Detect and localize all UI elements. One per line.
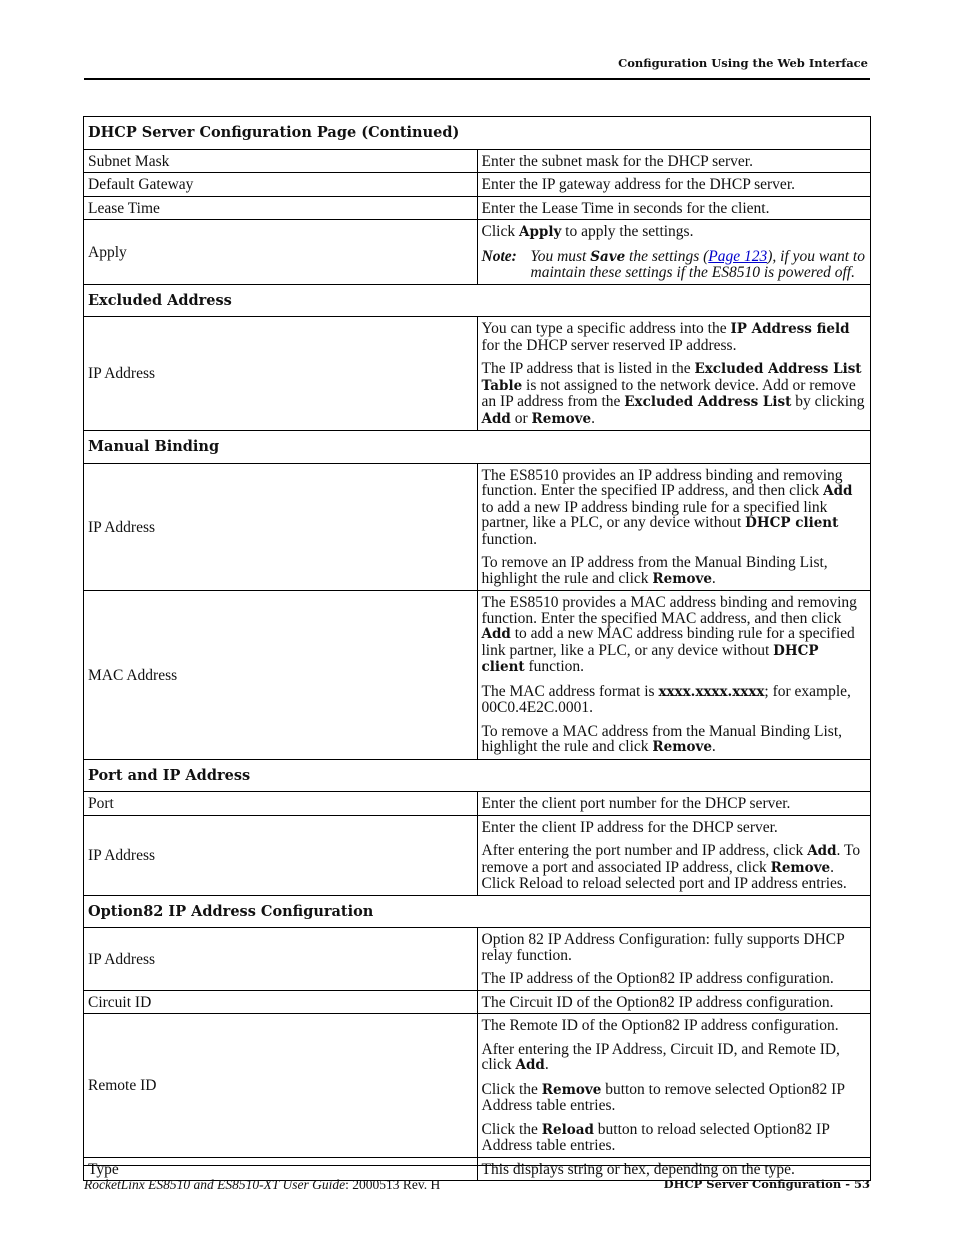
row-label: IP Address bbox=[84, 317, 478, 431]
desc-paragraph bbox=[482, 468, 867, 548]
bold-term: Apply bbox=[518, 224, 562, 240]
row-desc bbox=[477, 317, 871, 431]
table-title-row bbox=[84, 117, 871, 150]
desc-paragraph bbox=[482, 1122, 867, 1154]
desc-paragraph: The Remote ID of the Option82 IP address configuration. bbox=[481, 1017, 839, 1034]
text: function. bbox=[481, 530, 538, 548]
guide-title: RocketLinx ES8510 and ES8510-XT User Guide bbox=[84, 1177, 346, 1192]
table-row bbox=[84, 1014, 871, 1158]
row-desc bbox=[477, 220, 871, 285]
desc-paragraph bbox=[482, 843, 867, 892]
text: You must bbox=[530, 247, 591, 265]
bold-term: Remove bbox=[652, 739, 712, 755]
table-row bbox=[84, 196, 871, 220]
bold-term: Add bbox=[807, 843, 837, 859]
table-row bbox=[84, 591, 871, 760]
bold-term: Reload bbox=[541, 1121, 594, 1138]
row-desc bbox=[477, 928, 871, 991]
bold-term: DHCP client bbox=[745, 515, 839, 531]
row-label: Default Gateway bbox=[84, 173, 478, 197]
text: . bbox=[711, 569, 716, 587]
bold-term: Add bbox=[823, 483, 853, 499]
bold-term: Remove bbox=[541, 1081, 602, 1098]
text: To remove an IP address from the Manual Binding List, highlight the rule and click bbox=[481, 554, 828, 587]
row-label: Type bbox=[84, 1157, 478, 1181]
section-title: Excluded Address bbox=[84, 284, 871, 317]
desc-paragraph: Option 82 IP Address Configuration: fully supports DHCP relay function. bbox=[481, 931, 845, 964]
text: to add a new IP address binding rule for a specified link partner, like a PLC, or any device without bbox=[481, 498, 828, 531]
text: After entering the port number and IP address, click bbox=[481, 842, 808, 859]
bold-term: Add bbox=[481, 410, 511, 427]
text: . Click Reload to reload selected port and IP address entries. bbox=[481, 858, 847, 892]
text: . bbox=[711, 738, 716, 755]
row-label: Apply bbox=[84, 220, 478, 285]
row-label: Port bbox=[84, 792, 478, 816]
header-rule bbox=[84, 78, 870, 80]
desc-paragraph bbox=[482, 724, 867, 756]
desc-paragraph bbox=[482, 1082, 867, 1114]
bold-term: Add bbox=[481, 626, 511, 642]
text: ; for example, 00C0.4E2C.0001. bbox=[481, 682, 851, 716]
text: . To remove a port and associated IP address, click bbox=[481, 842, 861, 876]
bold-term: Remove bbox=[652, 570, 712, 587]
footer-page-label: DHCP Server Configuration - 53 bbox=[663, 1177, 870, 1191]
table-row bbox=[84, 220, 871, 285]
row-label: Remote ID bbox=[84, 1014, 478, 1158]
text: The ES8510 provides an IP address binding and removing function. Enter the specified IP address, and then click bbox=[481, 466, 843, 499]
row-label: MAC Address bbox=[84, 591, 478, 760]
row-label: Circuit ID bbox=[84, 990, 478, 1014]
bold-term: Excluded Address List bbox=[624, 394, 792, 410]
row-desc bbox=[477, 815, 871, 895]
row-desc: Enter the IP gateway address for the DHCP server. bbox=[477, 173, 871, 197]
bold-term: Add bbox=[515, 1057, 545, 1073]
bold-term: Excluded Address List Table bbox=[481, 361, 862, 394]
row-desc: Enter the Lease Time in seconds for the client. bbox=[477, 196, 871, 220]
table-row bbox=[84, 149, 871, 173]
row-desc bbox=[477, 1014, 871, 1158]
table-row bbox=[84, 317, 871, 431]
section-header-row bbox=[84, 895, 871, 928]
text: the settings ( bbox=[625, 247, 709, 265]
text: Click the bbox=[481, 1080, 542, 1098]
bold-term: xxxx.xxxx.xxxx bbox=[658, 683, 765, 700]
text: . bbox=[591, 409, 595, 427]
table-row bbox=[84, 792, 871, 816]
table-row bbox=[84, 815, 871, 895]
text: to add a new MAC address binding rule for a specified link partner, like a PLC, or any device without bbox=[481, 625, 855, 659]
row-desc: Enter the client port number for the DHCP server. bbox=[477, 792, 871, 816]
desc-paragraph bbox=[482, 224, 867, 241]
note bbox=[482, 249, 867, 281]
row-label: IP Address bbox=[84, 928, 478, 991]
desc-paragraph bbox=[482, 555, 867, 587]
row-desc: The Circuit ID of the Option82 IP address configuration. bbox=[477, 990, 871, 1014]
table-title: DHCP Server Configuration Page (Continued) bbox=[84, 117, 871, 150]
text: for the DHCP server reserved IP address. bbox=[481, 336, 737, 354]
text: button to remove selected Option82 IP Address table entries. bbox=[481, 1080, 845, 1114]
text: by clicking bbox=[791, 393, 865, 410]
desc-paragraph bbox=[482, 595, 867, 676]
desc-paragraph: Enter the client IP address for the DHCP server. bbox=[481, 818, 778, 836]
text: Click the bbox=[481, 1120, 542, 1138]
page-link[interactable]: Page 123 bbox=[708, 247, 768, 265]
bold-term: Remove bbox=[770, 859, 831, 876]
bold-term: Remove bbox=[531, 410, 592, 427]
section-header-row bbox=[84, 431, 871, 464]
running-header: Configuration Using the Web Interface bbox=[618, 56, 868, 70]
text: . bbox=[544, 1056, 549, 1073]
row-label: IP Address bbox=[84, 815, 478, 895]
section-title: Option82 IP Address Configuration bbox=[84, 895, 871, 928]
row-label: Subnet Mask bbox=[84, 149, 478, 173]
footer-guide-title bbox=[84, 1177, 440, 1193]
bold-term: Save bbox=[590, 248, 626, 265]
row-desc bbox=[477, 591, 871, 760]
bold-term: IP Address field bbox=[730, 321, 850, 337]
text: function. bbox=[524, 658, 585, 675]
footer-rule bbox=[84, 1165, 870, 1166]
text: You can type a specific address into the bbox=[481, 320, 731, 337]
desc-paragraph bbox=[482, 321, 867, 353]
text: To remove a MAC address from the Manual Binding List, highlight the rule and click bbox=[481, 722, 843, 755]
row-desc: Enter the subnet mask for the DHCP server. bbox=[477, 149, 871, 173]
dhcp-config-table bbox=[83, 116, 871, 1181]
row-desc bbox=[477, 463, 871, 591]
text: The ES8510 provides a MAC address binding and removing function. Enter the specified MAC address, and then click bbox=[481, 594, 857, 627]
text: Click bbox=[481, 223, 519, 240]
text: The MAC address format is bbox=[481, 682, 659, 700]
row-label: Lease Time bbox=[84, 196, 478, 220]
text: to apply the settings. bbox=[561, 223, 694, 240]
text: or bbox=[510, 409, 532, 427]
text: After entering the IP Address, Circuit ID, and Remote ID, click bbox=[481, 1040, 840, 1073]
table-row bbox=[84, 463, 871, 591]
text: is not assigned to the network device. Add or remove an IP address from the bbox=[481, 376, 856, 410]
text: ), if you want to maintain these settings if the ES8510 is powered off. bbox=[530, 247, 865, 281]
bold-term: DHCP client bbox=[481, 642, 819, 675]
note-label: Note: bbox=[481, 247, 517, 265]
text: button to reload selected Option82 IP Address table entries. bbox=[481, 1120, 830, 1154]
row-label: IP Address bbox=[84, 463, 478, 591]
desc-paragraph bbox=[482, 684, 867, 716]
table-row bbox=[84, 173, 871, 197]
desc-paragraph bbox=[482, 361, 867, 427]
section-header-row bbox=[84, 759, 871, 792]
text: The IP address that is listed in the bbox=[481, 360, 695, 377]
section-title: Port and IP Address bbox=[84, 759, 871, 792]
row-desc: This displays string or hex, depending on the type. bbox=[477, 1157, 871, 1181]
revision: : 2000513 Rev. H bbox=[345, 1177, 441, 1192]
desc-paragraph: The IP address of the Option82 IP address configuration. bbox=[481, 970, 834, 987]
desc-paragraph bbox=[482, 1042, 867, 1074]
section-title: Manual Binding bbox=[84, 431, 871, 464]
table-row bbox=[84, 928, 871, 991]
table-row bbox=[84, 990, 871, 1014]
section-header-row bbox=[84, 284, 871, 317]
